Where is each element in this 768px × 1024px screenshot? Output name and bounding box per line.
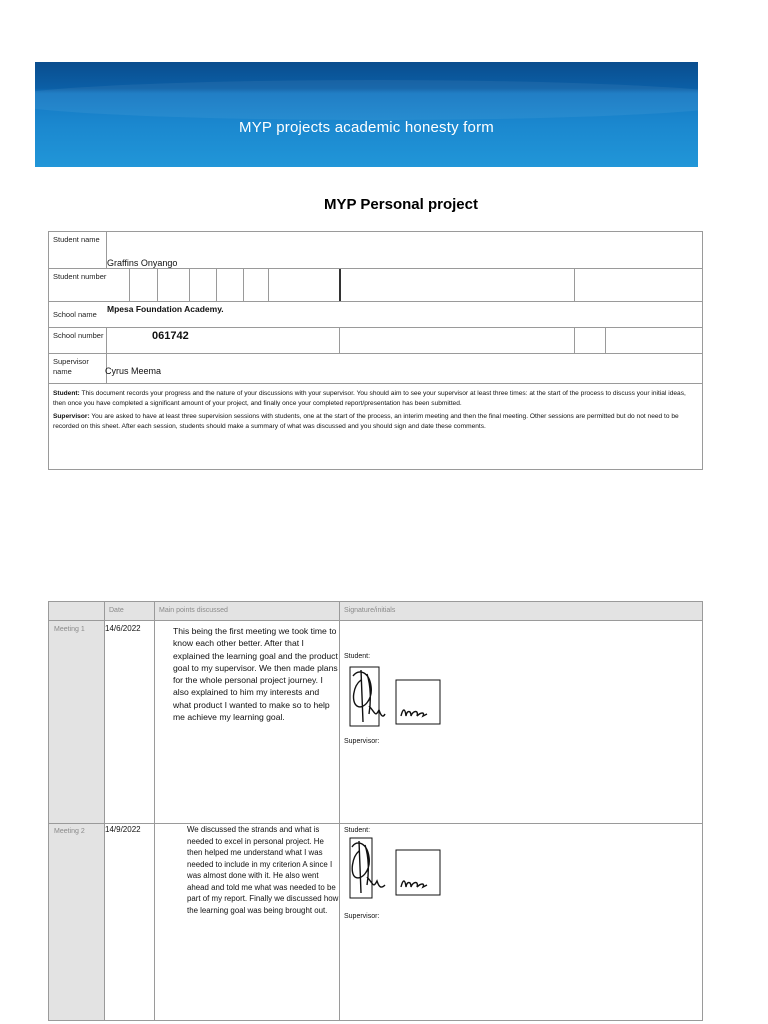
header-date: Date <box>109 607 124 614</box>
school-number-label: School number <box>49 328 107 353</box>
student-instructions <box>53 389 698 409</box>
school-name-value: Mpesa Foundation Academy. <box>107 304 224 314</box>
meeting-2-supervisor-label: Supervisor: <box>344 913 380 920</box>
header-signature: Signature/initials <box>344 607 396 614</box>
supervisor-name-label: Supervisor name <box>49 354 107 383</box>
meeting-1-student-signature <box>349 666 444 728</box>
meetings-table-header <box>49 602 702 621</box>
student-name-value: Graffins Onyango <box>107 258 178 268</box>
meetings-table <box>48 601 703 1021</box>
meeting-1-student-label: Student: <box>344 653 371 660</box>
meeting-2-date: 14/9/2022 <box>105 825 141 834</box>
meeting-2-student-signature <box>349 837 444 899</box>
supervisor-instructions-label: Supervisor: <box>53 413 90 420</box>
meeting-2-student-label: Student: <box>344 827 371 834</box>
student-info-table <box>48 231 703 470</box>
school-number-row <box>49 328 702 354</box>
supervisor-instructions <box>53 412 698 432</box>
student-instructions-label: Student: <box>53 390 80 397</box>
meeting-2-points: We discussed the strands and what is needed to excel in personal project. He then helped me understand what I was needed to include in my criterion A since I was almost done with it. He also went ahead and told me what was needed to be part of my report. Finally we discussed how the learning goal was being brought out. <box>187 825 339 915</box>
instructions-notes <box>49 384 702 469</box>
student-name-row <box>49 232 702 269</box>
student-name-label: Student name <box>49 232 107 268</box>
banner-wave <box>35 80 698 120</box>
supervisor-name-value: Cyrus Meema <box>105 366 162 376</box>
student-number-row <box>49 269 702 302</box>
meeting-2-label: Meeting 2 <box>54 828 85 835</box>
header-banner <box>35 62 698 167</box>
supervisor-instructions-text: You are asked to have at least three supervision sessions with students, one at the start of the process, an interim meeting and then the final meeting. Other sessions are permitted but do not need to be recorded on this sheet. After each session, students should make a summary of what was discussed and you should sign and date these comments. <box>53 413 679 430</box>
student-instructions-text: This document records your progress and the nature of your discussions with your supervisor. You should aim to see your supervisor at least three times: at the start of the process to discuss your initial ideas, then once you have completed a significant amount of your project, and finally once your completed report/presentation has been submitted. <box>53 390 686 407</box>
meeting-1-supervisor-label: Supervisor: <box>344 738 380 745</box>
banner-title: MYP projects academic honesty form <box>239 119 494 136</box>
school-name-row <box>49 302 702 328</box>
document-title: MYP Personal project <box>324 196 478 213</box>
meeting-1-date: 14/6/2022 <box>105 624 141 633</box>
meeting-1-points: This being the first meeting we took time to know each other better. After that I explained the learning goal and the product goal to my supervisor. We then made plans for the whole personal project journey. I also explained to him my interests and what product I wanted to make so to help me achieve my learning goal. <box>173 626 338 723</box>
student-number-label: Student number <box>53 272 107 281</box>
meeting-1-label: Meeting 1 <box>54 626 85 633</box>
school-name-label: School name <box>53 310 97 319</box>
header-main-points: Main points discussed <box>159 607 228 614</box>
school-number-value: 061742 <box>152 330 189 342</box>
supervisor-name-row <box>49 354 702 384</box>
